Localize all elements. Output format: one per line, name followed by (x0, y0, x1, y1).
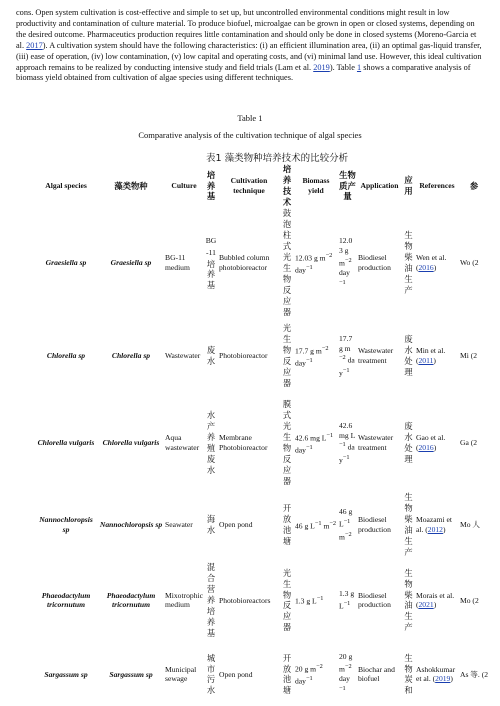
reference-link[interactable]: 2019 (435, 674, 451, 684)
table-row (34, 643, 489, 705)
application-cell: Wastewater treatment (357, 433, 394, 452)
reference-link[interactable]: 2016 (418, 263, 434, 272)
culture-cell: Wastewater (165, 351, 201, 361)
species-cn-cell: Graesiella sp (110, 258, 152, 268)
reference-cell: Moazami et al. (2012) (415, 514, 453, 534)
header-biomass-yield-cn: 生物质产量 (339, 169, 356, 202)
header-cultivation-technique: Cultivation technique (230, 176, 268, 195)
technique-cell: Open pond (218, 669, 253, 679)
culture-cn-cell: 混合营养培养基 (206, 562, 216, 638)
application-cn-cell: 生物柴油生产 (404, 567, 413, 633)
technique-cell: Photobioreactors (218, 595, 271, 605)
species-cn-cell: Phaeodactylum tricornutum (106, 590, 156, 610)
species-cell: Sargassum sp (44, 669, 88, 679)
species-cn-cell: Chlorella sp (111, 351, 151, 361)
biomass-cell: 46 g $L^{-1}$ $m^{-2}$ (294, 519, 337, 531)
table-row (34, 557, 489, 643)
reference-link[interactable]: 2021 (418, 600, 434, 610)
table-row (34, 318, 489, 394)
culture-cn-cell: BG-11培养基 (205, 235, 217, 291)
header-application-cn: 应用 (404, 175, 413, 196)
application-cn-cell: 生物柴油生产 (404, 492, 413, 557)
reference-cn-cell: Mo 人 (459, 519, 481, 529)
application-cell: Biodiesel production (357, 590, 391, 610)
reference-cn-cell: Mo (2 (459, 595, 479, 605)
species-cell: Nannochloropsis sp (39, 514, 93, 534)
biomass-cn-cell: 46 g $L^{-1}$ $m^{-2}$ (338, 507, 353, 542)
application-cell: Biochar and biofuel (357, 664, 395, 684)
reference-cn-cell: Wo (2 (459, 258, 479, 268)
technique-cn-cell: 光生物反应器 (282, 323, 292, 388)
biomass-cell: 17.7 g $m^{-2}$ day$^{-1}$ (294, 344, 329, 368)
biomass-cn-cell: 1.3 g $L^{-1}$ (338, 589, 355, 611)
reference-link[interactable]: 2012 (427, 524, 443, 534)
header-references: References (419, 181, 455, 191)
application-cell: Biodiesel production (357, 253, 391, 272)
reference-cn-cell: Ga (2 (459, 438, 478, 448)
comparison-table (34, 164, 489, 705)
biomass-cn-cell: 17.7 g $m^{-2}$ day$^{-1}$ (338, 333, 355, 378)
biomass-cn-cell: 20 g $m^{-2}$ day$^{-1}$ (338, 652, 353, 693)
technique-cn-cell: 膜式光生物反应器 (282, 399, 292, 486)
header-culture-cn: 培养基 (206, 169, 216, 202)
reference-cell: Morais et al. (2021) (415, 590, 455, 610)
technique-cell: Photobioreactor (218, 351, 268, 361)
application-cell: Biodiesel production (357, 514, 391, 534)
table-row (34, 492, 489, 557)
biomass-cell: 1.3 g $L^{-1}$ (294, 595, 324, 606)
table-row (34, 394, 489, 492)
table-title-chinese: 表1 藻类物种培养技术的比较分析 (206, 153, 349, 164)
application-cell: Wastewater treatment (357, 346, 394, 365)
citation-link-lam[interactable]: 2019 (313, 62, 330, 72)
culture-cn-cell: 水产养殖废水 (206, 410, 216, 475)
reference-cn-cell: Mi (2 (459, 351, 478, 361)
species-cell: Chlorella vulgaris (37, 438, 95, 448)
table-label: Table 1 (237, 113, 263, 123)
header-cultivation-technique-cn: 培养技术 (282, 164, 292, 207)
technique-cn-cell: 光生物反应器 (282, 567, 292, 633)
reference-cell: Gao et al. (2016) (415, 433, 446, 452)
culture-cell: Mixotrophic medium (165, 590, 203, 610)
culture-cn-cell: 城市污水 (206, 652, 216, 696)
species-cn-cell: Chlorella vulgaris (102, 438, 160, 448)
species-cn-cell: Sargassum sp (109, 669, 153, 679)
species-cell: Graesiella sp (45, 258, 87, 268)
culture-cn-cell: 海水 (206, 513, 216, 535)
header-algal-species-cn: 藻类物种 (114, 180, 148, 191)
technique-cn-cell: 鼓泡柱式光生物反应器 (282, 208, 292, 317)
citation-link-moreno-garcia[interactable]: 2017 (26, 40, 43, 50)
biomass-cell: 42.6 mg $L^{-1}$ day$^{-1}$ (294, 431, 334, 455)
header-culture: Culture (171, 181, 197, 191)
technique-cn-cell: 开放池塘 (282, 652, 292, 696)
reference-cell: Min et al. (2011) (415, 346, 446, 365)
reference-link[interactable]: 2016 (418, 443, 434, 452)
biomass-cn-cell: 12.03 g $m^{-2}$ day$^{-1}$ (338, 235, 353, 286)
application-cn-cell: 生物炭和 (404, 652, 413, 696)
reference-cn-cell: As 等. (2 (459, 669, 489, 679)
reference-cell: Wen et al. (2016) (415, 253, 447, 272)
species-cn-cell: Nannochloropsis sp (99, 519, 163, 529)
technique-cell: Membrane Photobioreactor (218, 433, 268, 452)
culture-cell: Aqua wastewater (165, 433, 200, 452)
header-biomass-yield: Biomass yield (302, 176, 330, 195)
application-cn-cell: 废水处理 (404, 334, 413, 377)
biomass-cn-cell: 42.6 mg $L^{-1}$ day$^{-1}$ (338, 420, 356, 465)
table-row (34, 208, 489, 318)
header-application: Application (360, 181, 399, 191)
culture-cell: BG-11 medium (165, 253, 190, 272)
header-references-cn: 参 (469, 180, 479, 191)
technique-cn-cell: 开放池塘 (282, 502, 292, 546)
table-caption: Comparative analysis of the cultivation technique of algal species (138, 130, 362, 140)
biomass-cell: 20 g $m^{-2}$ day$^{-1}$ (294, 663, 323, 686)
application-cn-cell: 废水处理 (404, 421, 413, 464)
table-reference-link[interactable]: 1 (356, 62, 362, 72)
culture-cell: Municipal sewage (165, 664, 197, 684)
culture-cn-cell: 废水 (206, 345, 216, 366)
reference-link[interactable]: 2011 (418, 356, 434, 365)
culture-cell: Seawater (165, 519, 193, 529)
species-cell: Chlorella sp (46, 351, 86, 361)
table-header-row (34, 164, 489, 208)
technique-cell: Open pond (218, 519, 253, 529)
header-algal-species: Algal species (45, 181, 87, 191)
species-cell: Phaeodactylum tricornutum (41, 590, 91, 610)
biomass-cell: 12.03 g $m^{-2}$ day$^{-1}$ (294, 251, 333, 275)
intro-paragraph: cons. Open system cultivation is cost-effective and simple to set up, but uncontrolled environmental conditions might result in low productivity and contamination of culture material. To produce biofuel, microalgae can be grown in open or closed systems, depending on the desired outcome. Pharmaceutics production requires little contamination and should only be done in closed systems (Moreno-Garcia et al. 2017). A cultivation system should have the following characteristics: (i) an efficient illumination area, (ii) an optimal gas-liquid transfer, (iii) ease of operation, (iv) low contamination, (v) low capital and operating costs, and (vi) minimal land use. However, this ideal cultivation approach remains to be realized by conducting intensive study and field trials (Lam et al. 2019). Table 1 shows a comparative analysis of biomass yield obtained from cultivation of algae species using different techniques. (16, 8, 482, 83)
application-cn-cell: 生物柴油生产 (404, 230, 413, 295)
technique-cell: Bubbled column photobioreactor (218, 253, 270, 272)
reference-cell: Ashokkumar et al. (2019) (415, 664, 456, 684)
